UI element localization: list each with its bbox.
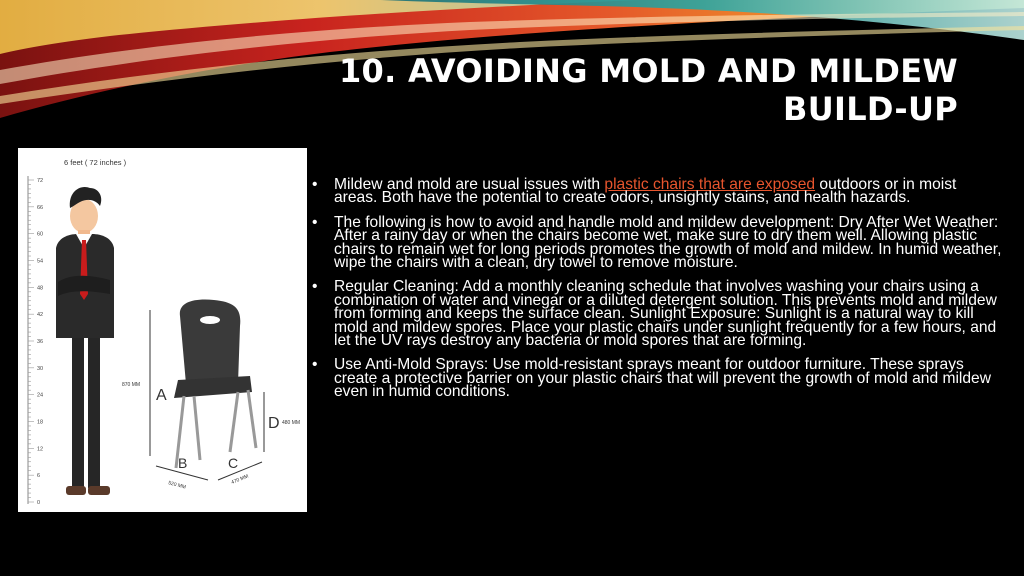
dimension-height-label: 870 MM (122, 382, 141, 388)
ruler-label: 36 (37, 339, 44, 345)
figure-header: 6 feet ( 72 inches ) (64, 158, 127, 167)
bullet-text: The following is how to avoid and handle mold and mildew development: Dry After Wet Weather: After a rainy day or when the chairs become wet, make sure to dry them well. Allowing plastic chairs to remain wet for long periods promotes the growth of mold and mildew. In humid weather, wipe the chairs with a clean, dry towel to remove moisture. (334, 213, 1002, 272)
bullet-text-continued: outdoors or in moist areas. Both have the potential to create odors, unsightly stains, and health hazards. (334, 176, 957, 207)
ruler-label: 6 (37, 473, 41, 480)
dimension-seat-label: 480 MM (282, 420, 301, 426)
ruler-label: 30 (37, 365, 44, 372)
bullet-marker: • (312, 356, 318, 374)
ruler-label: 42 (37, 312, 44, 319)
bullet-list (312, 178, 1002, 410)
ruler-label: 48 (37, 285, 44, 292)
bullet-text: Regular Cleaning: Add a monthly cleaning schedule that involves washing your chairs using a combination of water and vinegar or a diluted detergent solution. This prevents mold and mildew from forming and keeps the surface clean. Sunlight Exposure: Sunlight is a natural way to kill mold and mildew spores. Place your plastic chairs under sunlight frequently for a few hours, and let the UV rays destroy any bacteria or mold spores that are forming. (334, 278, 997, 350)
dimension-width-label: 520 MM (167, 480, 187, 491)
ruler-label: 18 (37, 419, 44, 426)
bullet-item (312, 278, 1002, 350)
ruler-label: 12 (37, 446, 44, 453)
bullet-text: Use Anti-Mold Sprays: Use mold-resistant sprays meant for outdoor furniture. These sprays create a protective barrier on your plastic chairs that will prevent the growth of mold and mildew even in humid conditions. (334, 356, 991, 401)
slide-title (258, 52, 958, 128)
bullet-marker: • (312, 213, 318, 231)
bullet-item (312, 213, 1002, 272)
dimension-letter-b: B (178, 455, 188, 471)
ruler-label: 0 (37, 500, 41, 506)
bullet-text: Mildew and mold are usual issues with (334, 176, 605, 193)
ruler-label: 66 (37, 204, 44, 211)
chair-size-illustration (18, 148, 307, 512)
ruler-label: 24 (37, 392, 44, 399)
plastic-chairs-link[interactable]: plastic chairs that are exposed (604, 176, 816, 193)
bullet-item (312, 178, 1002, 205)
slide-title-line-1: 10. AVOIDING MOLD AND MILDEW (338, 52, 958, 90)
illustration-svg (18, 148, 307, 512)
bullet-marker: • (312, 176, 318, 193)
dimension-depth-label: 470 MM (230, 473, 250, 486)
slide-title-line-2: BUILD-UP (783, 90, 958, 128)
ruler-label: 72 (37, 178, 44, 184)
dimension-letter-c: C (228, 455, 239, 471)
bullet-marker: • (312, 278, 318, 296)
ruler-label: 60 (37, 231, 44, 238)
dimension-letter-a: A (156, 387, 167, 404)
bullet-item (312, 356, 1002, 401)
ruler-label: 54 (37, 258, 44, 265)
dimension-letter-d: D (268, 415, 280, 432)
